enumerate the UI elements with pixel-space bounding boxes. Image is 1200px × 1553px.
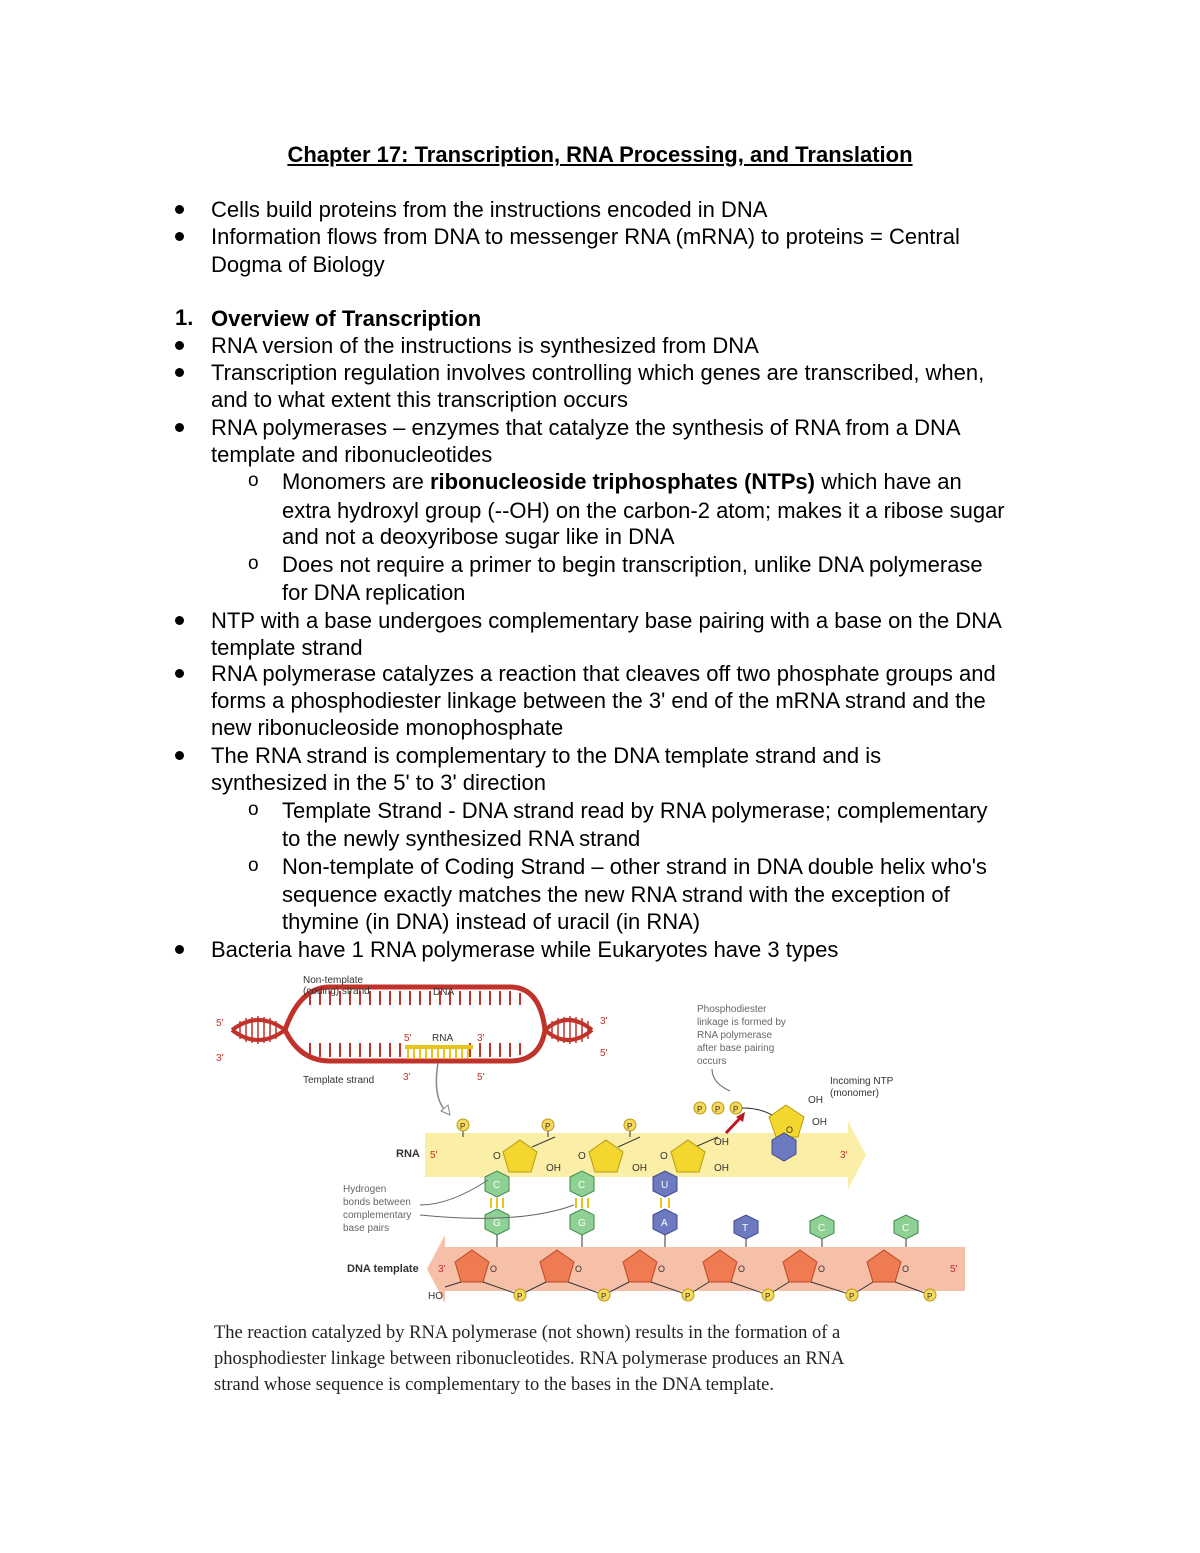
sub-bullet-1-prefix: Monomers are [282, 469, 430, 494]
bullet-7: Bacteria have 1 RNA polymerase while Eukaryotes have 3 types [211, 937, 839, 962]
dna-base-2: G [578, 1218, 586, 1229]
caption-line-2: phosphodiester linkage between ribonucleotides. RNA polymerase produces an RNA [214, 1349, 845, 1369]
three-prime-label: 3' [403, 1072, 411, 1083]
three-prime-label: 3' [477, 1033, 485, 1044]
bullet-3-line-1: RNA polymerases – enzymes that catalyze the synthesis of RNA from a DNA [211, 415, 961, 440]
phosphate-label: P [927, 1292, 933, 1301]
hbond-annotation [343, 1184, 411, 1234]
intro-bullet-2-line-2: Dogma of Biology [211, 252, 385, 277]
incoming-ntp-label-1: Incoming NTP [830, 1076, 894, 1087]
oxygen-label: O [902, 1264, 910, 1274]
phosphate-label: P [715, 1105, 721, 1114]
phosphate-label: P [765, 1292, 771, 1301]
bullet-icon [175, 945, 184, 954]
five-prime-label: 5' [430, 1150, 438, 1161]
caption-line-3: strand whose sequence is complementary to the bases in the DNA template. [214, 1375, 774, 1395]
rna-base-3: U [661, 1180, 669, 1191]
template-strand-label: Template strand [303, 1075, 375, 1086]
three-prime-label: 3' [600, 1016, 608, 1027]
bullet-icon [175, 341, 184, 350]
oxygen-label: O [786, 1125, 794, 1135]
caption-line-1: The reaction catalyzed by RNA polymerase (not shown) results in the formation of a [214, 1323, 841, 1343]
five-prime-label: 5' [404, 1033, 412, 1044]
five-prime-label: 5' [600, 1048, 608, 1059]
bullet-5-line-1: RNA polymerase catalyzes a reaction that cleaves off two phosphate groups and [211, 661, 996, 686]
intro-bullet-2-line-1: Information flows from DNA to messenger RNA (mRNA) to proteins = Central [211, 224, 960, 249]
phosphate-label: P [733, 1105, 739, 1114]
oxygen-label: O [658, 1264, 666, 1274]
bullet-1: RNA version of the instructions is synthesized from DNA [211, 333, 759, 358]
phosphate-label: P [627, 1122, 633, 1131]
dna-bubble-diagram [216, 975, 608, 1086]
oxygen-label: O [493, 1151, 501, 1162]
sub-bullet-3-line-2: to the newly synthesized RNA strand [282, 826, 641, 851]
dna-base-1: G [493, 1218, 501, 1229]
rna-strand [396, 1095, 866, 1189]
three-prime-label: 3' [216, 1053, 224, 1064]
sub-bullet-3-line-1: Template Strand - DNA strand read by RNA polymerase; complementary [282, 798, 988, 823]
phosphate-label: P [685, 1292, 691, 1301]
sub-bullet-1-line-3: and not a deoxyribose sugar like in DNA [282, 524, 675, 549]
phosphodiester-note-5: occurs [697, 1056, 727, 1067]
rna-base-2: C [578, 1180, 586, 1191]
figure-caption [214, 1320, 974, 1398]
dna-base-4: T [742, 1223, 749, 1234]
phosphate-label: P [601, 1292, 607, 1301]
sub-bullet-4-line-3: thymine (in DNA) instead of uracil (in RNA) [282, 909, 701, 934]
hydroxyl-label: OH [808, 1095, 823, 1106]
hydroxyl-label: OH [714, 1163, 729, 1174]
bullet-6-line-1: The RNA strand is complementary to the DNA template strand and is [211, 743, 882, 768]
hbond-note-4: base pairs [343, 1223, 390, 1234]
phosphate-label: P [517, 1292, 523, 1301]
section-number: 1. [175, 305, 194, 330]
sub-bullet-icon: o [248, 855, 259, 876]
bullet-icon [175, 232, 184, 241]
hydroxyl-label: OH [812, 1117, 827, 1128]
bullet-5-line-3: new ribonucleoside monophosphate [211, 715, 564, 740]
dna-base-5: C [818, 1223, 826, 1234]
dna-template-label: DNA template [347, 1263, 419, 1275]
bullet-6-line-2: synthesized in the 5' to 3' direction [211, 770, 546, 795]
base-pairs [485, 1171, 918, 1249]
section-heading: Overview of Transcription [211, 306, 482, 331]
sub-bullet-icon: o [248, 799, 259, 820]
dna-base-3: A [661, 1218, 668, 1229]
hbond-note-1: Hydrogen [343, 1184, 387, 1195]
note-pointer [712, 1069, 730, 1091]
rna-label-top: RNA [432, 1033, 454, 1044]
phosphodiester-note-1: Phosphodiester [697, 1004, 767, 1015]
five-prime-label: 5' [950, 1264, 958, 1275]
hydroxyl-label: OH [714, 1137, 729, 1148]
five-prime-label: 5' [477, 1072, 485, 1083]
sub-bullet-2-line-2: for DNA replication [282, 580, 466, 605]
hydroxyl-end-label: HO [428, 1291, 443, 1302]
zoom-arrow [436, 1063, 448, 1113]
bullet-icon [175, 751, 184, 760]
sub-bullet-2-line-1: Does not require a primer to begin transcription, unlike DNA polymerase [282, 552, 983, 577]
dna-label: DNA [433, 987, 455, 998]
hbond-note-3: complementary [343, 1210, 412, 1221]
rna-base-1: C [493, 1180, 501, 1191]
sub-bullet-icon: o [248, 470, 259, 491]
sub-bullet-icon: o [248, 553, 259, 574]
sub-bullet-4-line-2: sequence exactly matches the new RNA strand with the exception of [282, 882, 950, 907]
bullet-4-line-2: template strand [211, 635, 363, 660]
phosphodiester-note-4: after base pairing [697, 1043, 775, 1054]
bullet-icon [175, 616, 184, 625]
phosphodiester-note-2: linkage is formed by [697, 1017, 786, 1028]
bullet-2-line-1: Transcription regulation involves controlling which genes are transcribed, when, [211, 360, 985, 385]
incoming-ntp-label-2: (monomer) [830, 1088, 879, 1099]
dna-template-strand [347, 1235, 965, 1303]
oxygen-label: O [578, 1151, 586, 1162]
phosphodiester-note-3: RNA polymerase [697, 1030, 773, 1041]
bullet-4-line-1: NTP with a base undergoes complementary base pairing with a base on the DNA [211, 608, 1002, 633]
hbond-note-2: bonds between [343, 1197, 411, 1208]
page-title: Chapter 17: Transcription, RNA Processing, and Translation [287, 142, 913, 167]
bullet-icon [175, 205, 184, 214]
nontemplate-label-2: (coding) strand [303, 986, 370, 997]
bullet-icon [175, 423, 184, 432]
bullet-5-line-2: forms a phosphodiester linkage between the 3' end of the mRNA strand and the [211, 688, 986, 713]
phosphate-label: P [697, 1105, 703, 1114]
oxygen-label: O [818, 1264, 826, 1274]
rna-band-label: RNA [396, 1148, 420, 1160]
nontemplate-label-1: Non-template [303, 975, 364, 986]
phosphate-label: P [545, 1122, 551, 1131]
bullet-icon [175, 669, 184, 678]
bullet-icon [175, 368, 184, 377]
sub-bullet-1-line-2: extra hydroxyl group (--OH) on the carbon-2 atom; makes it a ribose sugar [282, 498, 1005, 523]
oxygen-label: O [660, 1151, 668, 1162]
oxygen-label: O [575, 1264, 583, 1274]
bullet-2-line-2: and to what extent this transcription occurs [211, 387, 628, 412]
oxygen-label: O [738, 1264, 746, 1274]
phosphate-label: P [460, 1122, 466, 1131]
three-prime-label: 3' [840, 1150, 848, 1161]
sub-bullet-1-suffix: which have an [815, 469, 962, 494]
ntp-term: ribonucleoside triphosphates (NTPs) [429, 469, 815, 494]
intro-bullet-1: Cells build proteins from the instructions encoded in DNA [211, 197, 768, 222]
three-prime-label: 3' [438, 1264, 446, 1275]
sub-bullet-1-line-1 [282, 468, 962, 495]
sub-bullet-4-line-1: Non-template of Coding Strand – other strand in DNA double helix who's [282, 854, 987, 879]
phosphodiester-annotation [697, 1004, 786, 1067]
bullet-3-line-2: template and ribonucleotides [211, 442, 493, 467]
hydroxyl-label: OH [632, 1163, 647, 1174]
five-prime-label: 5' [216, 1018, 224, 1029]
oxygen-label: O [490, 1264, 498, 1274]
hydroxyl-label: OH [546, 1163, 561, 1174]
phosphate-label: P [849, 1292, 855, 1301]
dna-base-6: C [902, 1223, 910, 1234]
